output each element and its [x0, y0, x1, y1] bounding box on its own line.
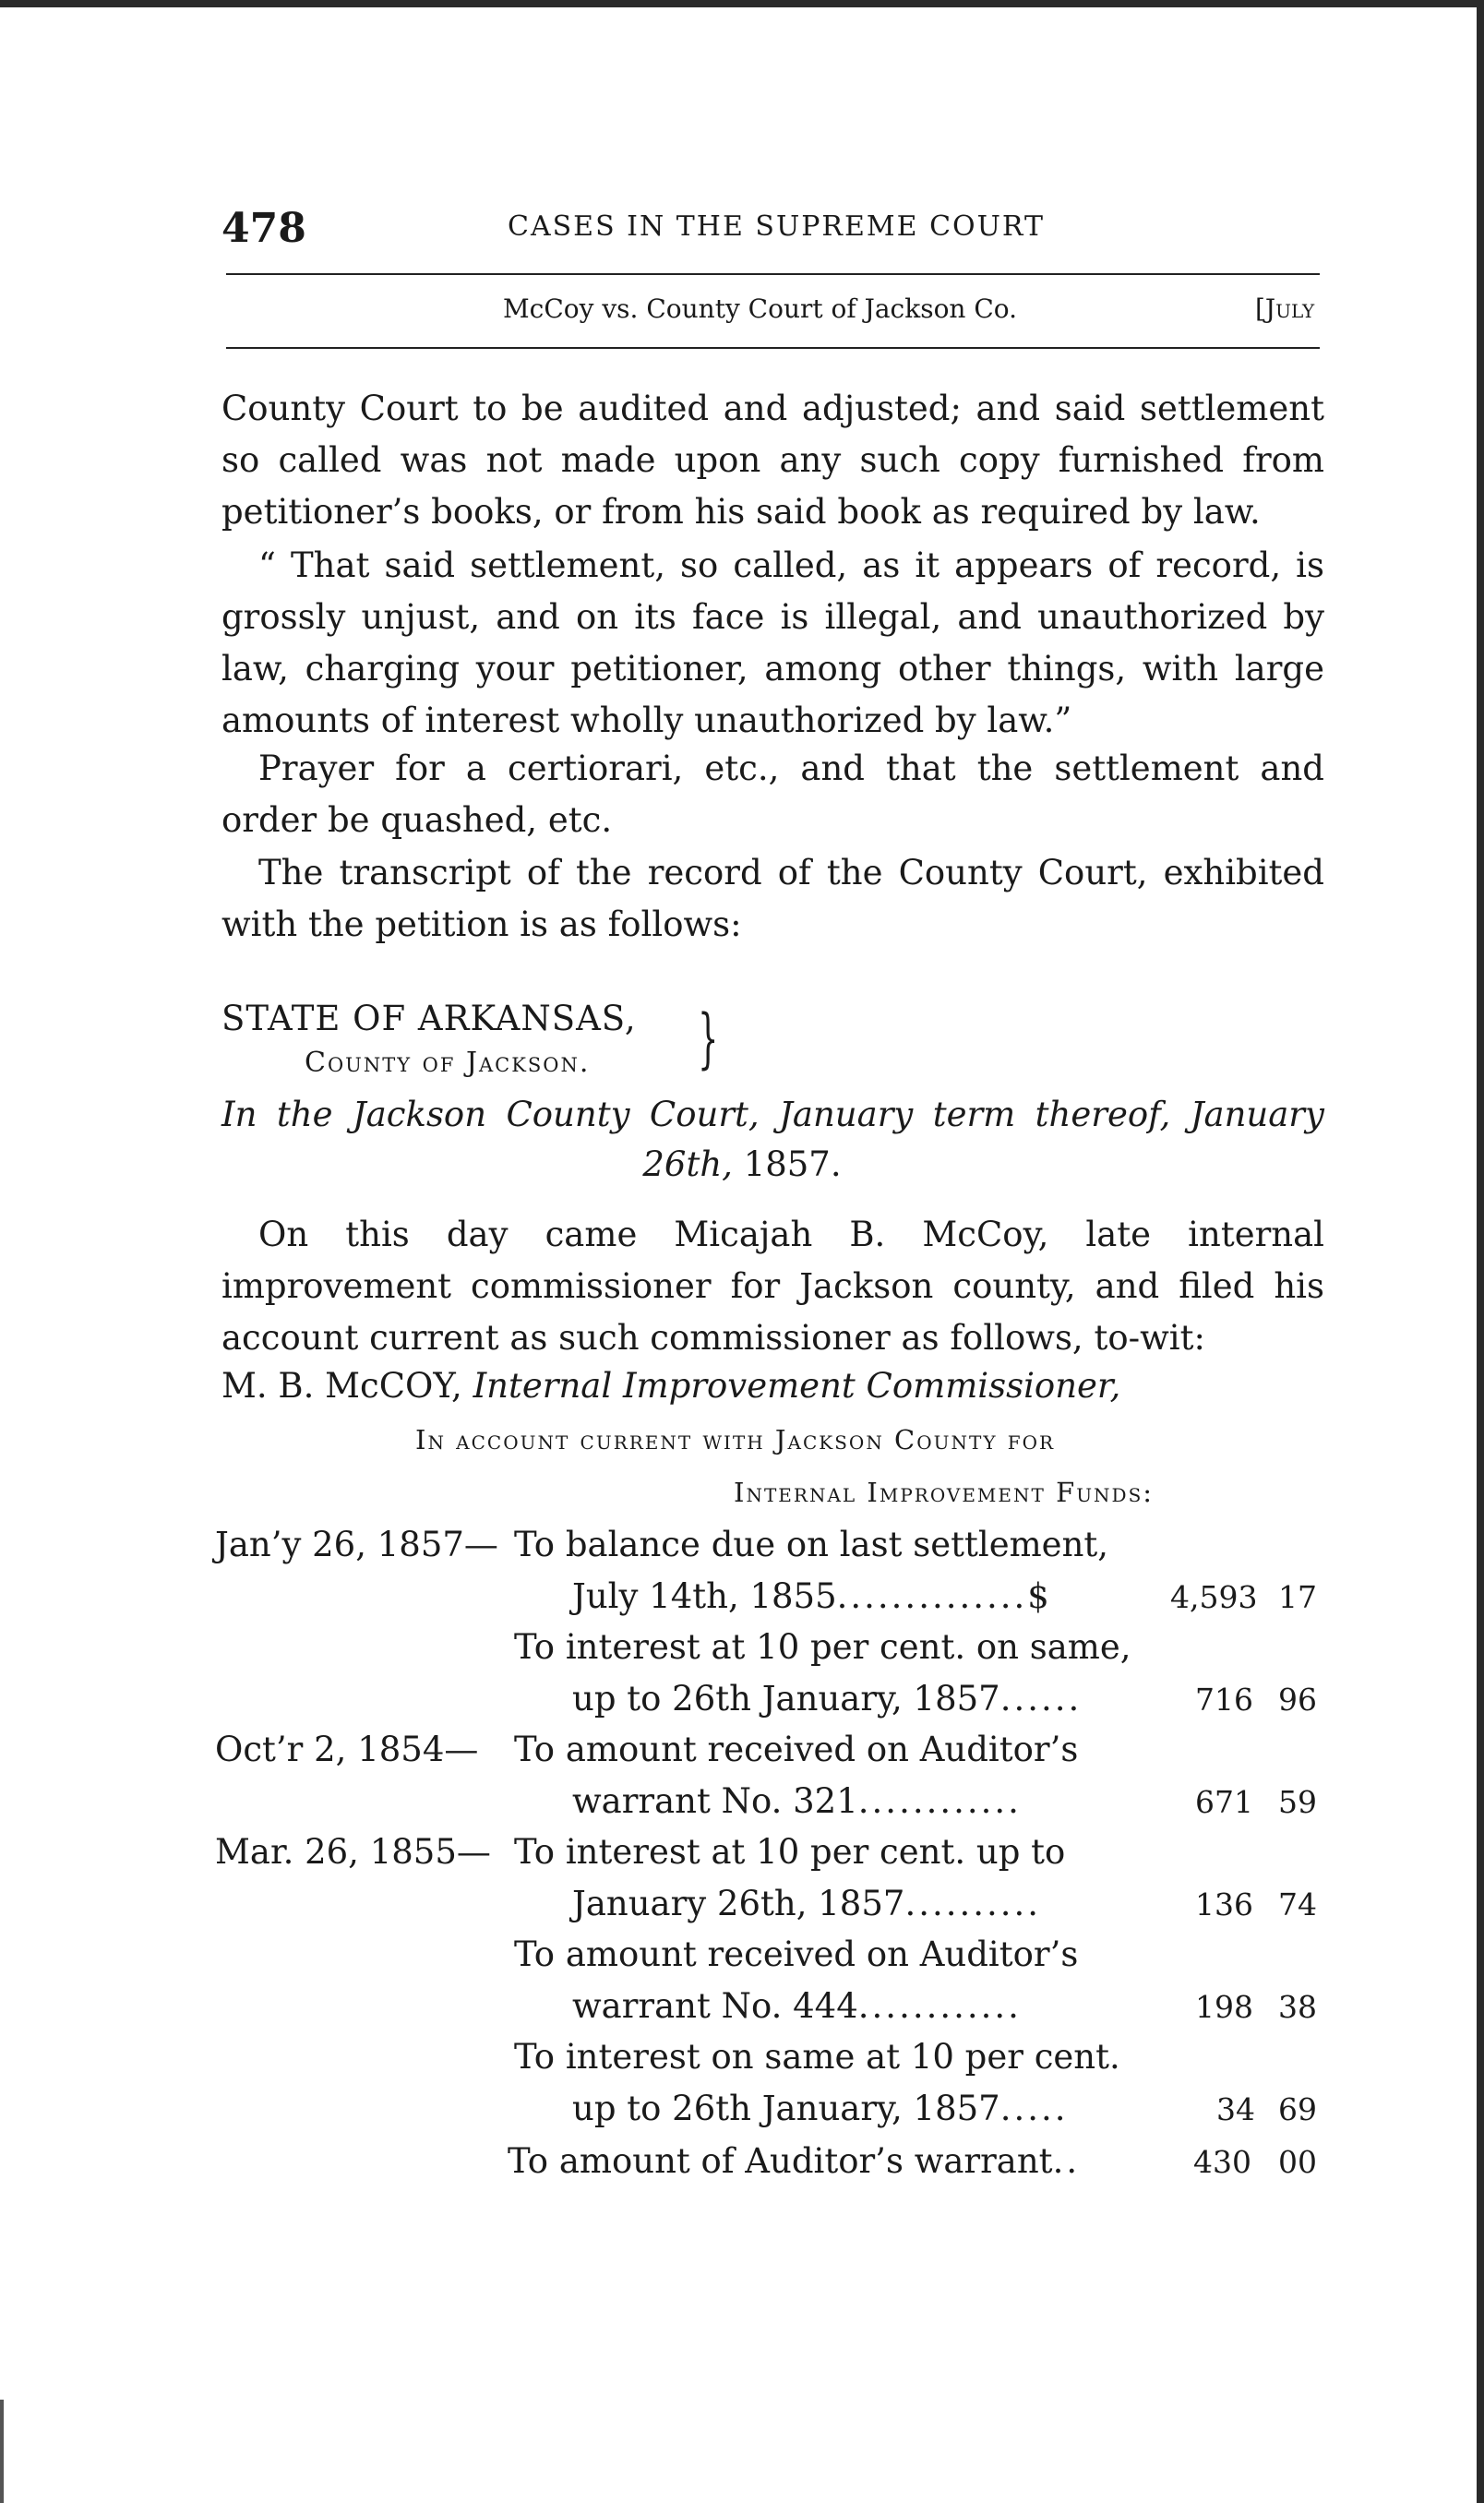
court-word: County: [506, 1095, 630, 1134]
court-word: January: [1190, 1095, 1324, 1134]
account-name: M. B. McCOY,: [221, 1366, 462, 1406]
entry-date: Jan’y 26, 1857—: [215, 1525, 498, 1564]
entry-line2-text: up to 26th January, 1857: [572, 1679, 1000, 1719]
entry-line1: To interest at 10 per cent. up to: [514, 1832, 1066, 1872]
running-head: CASES IN THE SUPREME COURT: [508, 210, 1045, 243]
entry-cents: 69: [1278, 2091, 1317, 2127]
paragraph-2: “ That said settlement, so called, as it appears of record, is grossly unjust, and on its face is illegal, and unauthorized by law, charging your petitioner, among other things, with large amounts of interest wholly unauthorized by law.”: [221, 545, 1324, 740]
court-word: the: [276, 1095, 333, 1134]
header-rule-bottom: [226, 347, 1320, 349]
entry-line2: [572, 1986, 1022, 2026]
entry-cents: 74: [1278, 1886, 1317, 1922]
entry-line2: [572, 1884, 1041, 1923]
in-account-line: In account current with Jackson County for: [415, 1424, 1056, 1455]
account-heading: [221, 1366, 1120, 1406]
entry-line1: To interest on same at 10 per cent.: [514, 2037, 1120, 2077]
court-date: [0, 1144, 1484, 1184]
paragraph-4: The transcript of the record of the County Court, exhibited with the petition is as follows:: [221, 853, 1324, 944]
funds-heading: Internal Improvement Funds:: [734, 1477, 1155, 1508]
entry-date: Oct’r 2, 1854—: [215, 1730, 479, 1769]
page-number: 478: [221, 205, 306, 252]
court-word: In: [221, 1095, 257, 1134]
entry-line1: [508, 2141, 1080, 2181]
entry-line2-text: warrant No. 321: [572, 1781, 858, 1821]
entry-cents: 96: [1278, 1682, 1317, 1718]
page-edge-right: [1477, 0, 1484, 2503]
court-word: term: [932, 1095, 1016, 1134]
entry-line2: [572, 1679, 1082, 1719]
court-line: [221, 1095, 1324, 1134]
entry-dollars: 34: [1216, 2091, 1255, 2127]
entry-line1: To balance due on last settlement,: [514, 1525, 1109, 1564]
entry-line1: To amount received on Auditor’s: [514, 1730, 1079, 1769]
entry-leader: .....: [999, 2089, 1069, 2128]
entry-line2: [572, 1781, 1022, 1821]
entry-cents: 38: [1278, 1989, 1317, 2025]
entry-line2-text: July 14th, 1855: [572, 1576, 837, 1616]
court-word: January: [779, 1095, 914, 1134]
entry-line2-text: up to 26th January, 1857: [572, 2089, 1000, 2128]
entry-dollars: 671: [1195, 1784, 1253, 1820]
account-role: Internal Improvement Commissioner,: [473, 1366, 1121, 1406]
entry-line2-text: January 26th, 1857: [572, 1884, 905, 1923]
entry-dollars: 198: [1195, 1989, 1253, 2025]
entry-dollars: 4,593: [1170, 1579, 1258, 1615]
entry-leader: ..........: [904, 1884, 1042, 1923]
entry-dollars: 430: [1193, 2144, 1251, 2180]
court-word: thereof,: [1035, 1095, 1171, 1134]
entry-dollars: 716: [1195, 1682, 1253, 1718]
paragraph-5: On this day came Micajah B. McCoy, late internal improvement commissioner for Jackson county, and filed his account current as such commissioner as follows, to-wit:: [221, 1215, 1324, 1358]
entry-line1-text: To amount of Auditor’s warrant: [508, 2141, 1053, 2181]
case-term: [July: [1255, 293, 1315, 324]
paragraph-3: Prayer for a certiorari, etc., and that the settlement and order be quashed, etc.: [221, 749, 1324, 840]
court-word: Jackson: [352, 1095, 487, 1134]
entry-cents: 59: [1278, 1784, 1317, 1820]
paragraph-1: County Court to be audited and adjusted; and said settlement so called was not made upon any such copy furnished from petitioner’s books, or from his said book as required by law.: [221, 389, 1324, 532]
entry-leader: ............: [857, 1986, 1022, 2026]
entry-dollars: 136: [1195, 1886, 1253, 1922]
entry-cents: 00: [1278, 2144, 1317, 2180]
entry-line2-text: warrant No. 444: [572, 1986, 858, 2026]
entry-leader: ......: [999, 1679, 1083, 1719]
court-date-year: 1857.: [743, 1144, 842, 1184]
page-edge-top: [0, 0, 1484, 7]
entry-line2: [572, 2089, 1069, 2128]
header-rule-top: [226, 273, 1320, 275]
entry-leader: ..: [1052, 2141, 1081, 2181]
entry-leader: ..............: [836, 1576, 1028, 1616]
entry-line1: To amount received on Auditor’s: [514, 1934, 1079, 1974]
entry-date: Mar. 26, 1855—: [215, 1832, 491, 1872]
case-title: McCoy vs. County Court of Jackson Co.: [503, 293, 1018, 324]
entry-leader: ............: [857, 1781, 1022, 1821]
court-word: Court,: [649, 1095, 760, 1134]
caption-brace: }: [698, 1000, 719, 1076]
page-edge-left: [0, 2400, 4, 2503]
entry-cents: 17: [1278, 1579, 1317, 1615]
entry-line1: To interest at 10 per cent. on same,: [514, 1627, 1131, 1667]
caption-county: County of Jackson.: [305, 1047, 591, 1079]
entry-line2: [572, 1576, 1049, 1616]
caption-state: STATE OF ARKANSAS,: [221, 999, 637, 1038]
entry-dollar-sign: $: [1027, 1576, 1049, 1616]
court-date-day: 26th,: [642, 1144, 733, 1184]
